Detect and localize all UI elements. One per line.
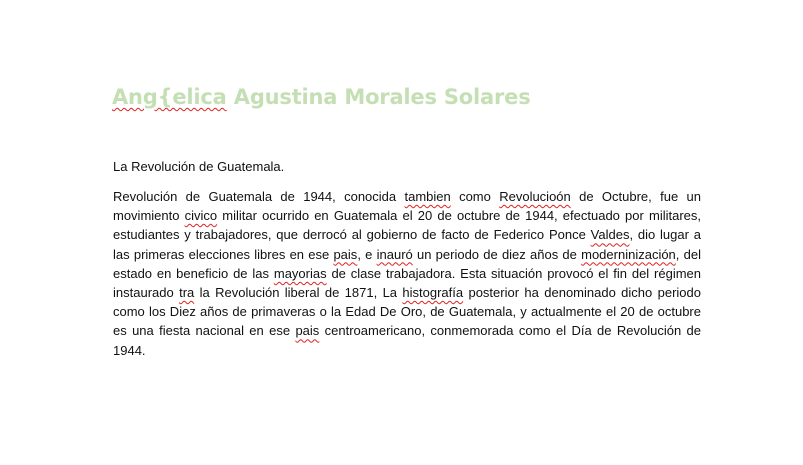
misspelled-word: tambien: [404, 189, 451, 204]
paragraph-text: centroamericano, conmemorada como el Día de Revolución de 1944.: [113, 323, 701, 358]
body-paragraph: [113, 187, 701, 360]
misspelled-word: pais: [333, 246, 358, 262]
paragraph-text: , dio lugar a las primeras elecciones libres en ese: [113, 227, 701, 262]
misspelled-word: Valdes: [590, 227, 630, 243]
misspelled-word: mayorias: [273, 265, 327, 281]
paragraph-text: posterior ha denominado dicho periodo como los Diez años de primaveras o la Edad De Oro, de Guatemala, y actualmente el 20 de octubre es una fiesta nacional en ese: [113, 285, 701, 339]
title-misspelled-word: Ang{elica: [112, 85, 227, 109]
paragraph-text: militar ocurrido en Guatemala el 20 de octubre de 1944, efectuado por militares, estudiantes y trabajadores, que derrocó al gobierno de facto de Federico Ponce: [113, 208, 702, 243]
document-title: [112, 82, 531, 112]
paragraph-text: como: [450, 189, 500, 204]
paragraph-text: , e: [357, 246, 377, 262]
section-heading: La Revolución de Guatemala.: [113, 159, 285, 174]
paragraph-text: de Octubre, fue un movimiento: [113, 189, 701, 224]
misspelled-word: histografía: [402, 285, 464, 301]
paragraph-text: de clase trabajadora. Esta situación provocó el fin del régimen instaurado: [113, 265, 702, 301]
misspelled-word: moderninización: [581, 246, 676, 262]
misspelled-word: tra: [179, 285, 195, 301]
misspelled-word: pais: [295, 323, 320, 339]
misspelled-word: civico: [184, 208, 218, 224]
paragraph-text: , del estado en beneficio de las: [113, 246, 701, 281]
misspelled-word: Revolucioón: [499, 189, 571, 204]
paragraph-text: la Revolución liberal de 1871, La: [194, 285, 403, 301]
title-rest: Agustina Morales Solares: [226, 85, 531, 109]
paragraph-text: Revolución de Guatemala de 1944, conocida: [113, 189, 405, 204]
paragraph-text: un periodo de diez años de: [412, 246, 582, 262]
misspelled-word: inauró: [376, 246, 413, 262]
